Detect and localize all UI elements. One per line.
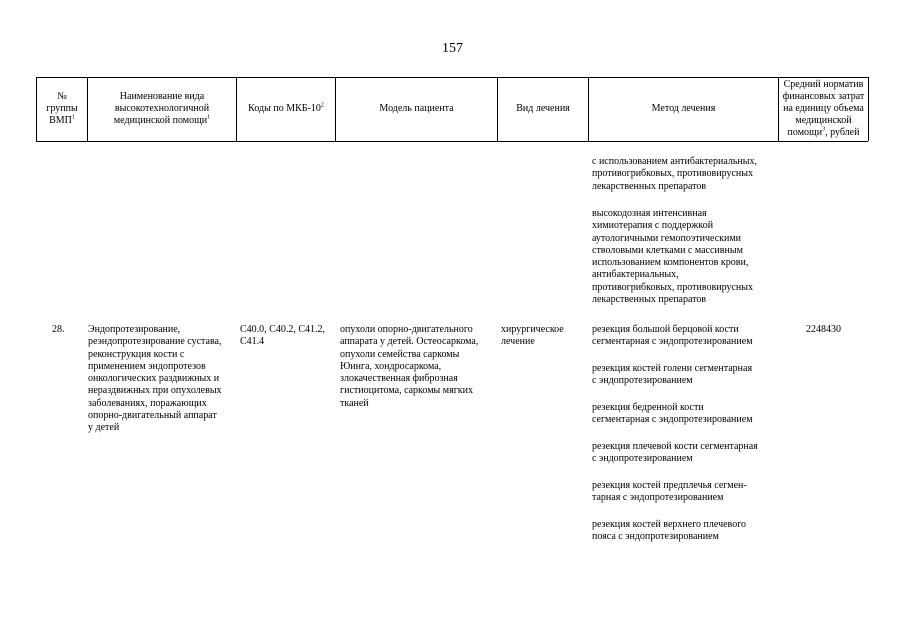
row-cost-standard: 2248430 bbox=[806, 324, 841, 335]
header-care-type-name: Наименование вида высокотехнологичной медицинской помощи$^1$ bbox=[113, 91, 211, 126]
header-bottom-border bbox=[36, 141, 868, 142]
row-treatment-kind: хирургическое лечение bbox=[501, 324, 564, 348]
row-patient-model: опухоли опорно-двигательного аппарата у детей. Остеосаркома, опухоли семейства саркомы Юинга, хондросаркома, злокачественная фиброзная гистиоцитома, саркомы мягких тканей bbox=[340, 324, 479, 409]
page-number: 157 bbox=[442, 41, 463, 56]
header-group-number: № группы ВМП$^1$ bbox=[46, 91, 78, 126]
continuation-method: высокодозная интенсивная химиотерапия с поддержкой аутологичными гемопоэтическими стволовыми клетками с массивным использованием компонентов крови, антибактериальных, противогрибковых, противовирусных лекарственных препаратов bbox=[592, 208, 753, 306]
row-treatment-method: резекция большой берцовой кости сегментарная с эндопротезированием bbox=[592, 324, 753, 348]
header-patient-model: Модель пациента bbox=[379, 103, 454, 114]
row-treatment-method: резекция костей предплечья сегмен- тарная с эндопротезированием bbox=[592, 480, 747, 504]
row-care-type-name: Эндопротезирование, реэндопротезирование сустава, реконструкция кости с применением эндопротезов онкологических раздвижных и нераздвижных при опухолевых заболеваниях, поражающих опорно-двигательный аппарат у детей bbox=[88, 324, 222, 434]
header-treatment-kind: Вид лечения bbox=[516, 103, 570, 114]
header-cost-standard: Средний норматив финансовых затрат на единицу объема медицинской помощи$^3$, рублей bbox=[782, 79, 865, 138]
header-treatment-method: Метод лечения bbox=[651, 103, 716, 114]
row-treatment-method: резекция плечевой кости сегментарная с эндопротезированием bbox=[592, 441, 758, 465]
row-number: 28. bbox=[52, 324, 65, 335]
header-divider bbox=[868, 77, 869, 141]
row-icd-codes: C40.0, C40.2, C41.2, C41.4 bbox=[240, 324, 326, 348]
continuation-method: с использованием антибактериальных, противогрибковых, противовирусных лекарственных препаратов bbox=[592, 156, 757, 192]
row-treatment-method: резекция костей верхнего плечевого пояса с эндопротезированием bbox=[592, 519, 747, 543]
row-treatment-method: резекция костей голени сегментарная с эндопротезированием bbox=[592, 363, 753, 387]
header-icd-codes: Коды по МКБ-$10^2$ bbox=[248, 102, 324, 114]
row-treatment-method: резекция бедренной кости сегментарная с эндопротезированием bbox=[592, 402, 753, 426]
